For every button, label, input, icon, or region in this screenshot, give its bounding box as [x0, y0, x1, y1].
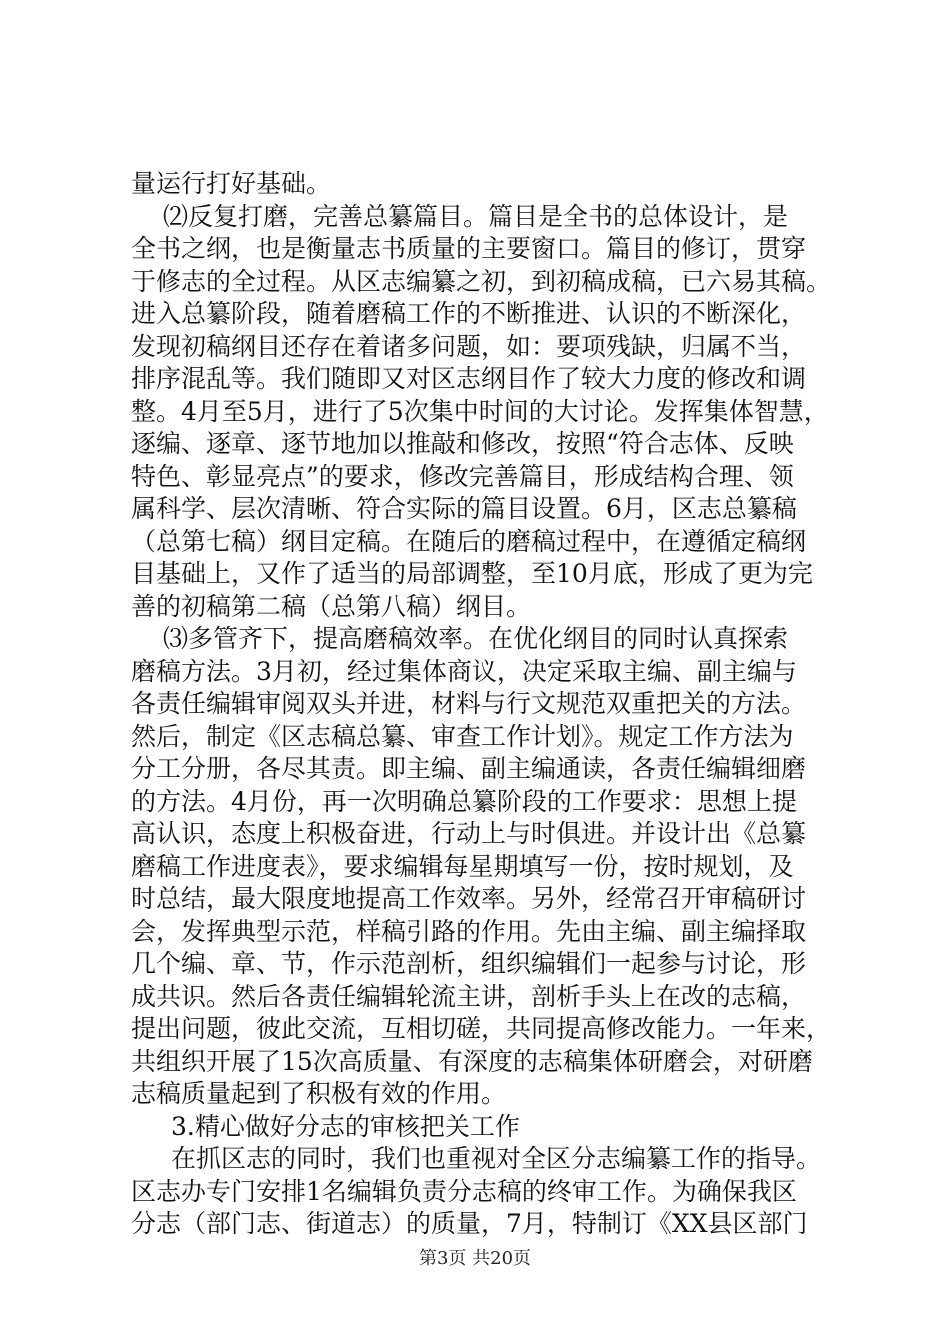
- text-line: 时总结，最大限度地提高工作效率。另外，经常召开审稿研讨: [131, 884, 807, 913]
- text-line: 于修志的全过程。从区志编纂之初，到初稿成稿，已六易其稿。: [131, 266, 832, 296]
- page-footer: [0, 1244, 950, 1270]
- text-line: 量运行打好基础。: [131, 169, 332, 198]
- text-line: 分志（部门志、街道志）的质量，7月，特制订《XX县区部门: [131, 1209, 808, 1238]
- text-line: 善的初稿第二稿（总第八稿）纲目。: [131, 591, 532, 621]
- text-line: 会，发挥典型示范，样稿引路的作用。先由主编、副主编择取: [131, 916, 807, 946]
- text-line: 成共识。然后各责任编辑轮流主讲，剖析手头上在改的志稿，: [131, 981, 807, 1011]
- paragraph-start-line: ⑵反复打磨，完善总纂篇目。篇目是全书的总体设计，是: [163, 201, 789, 231]
- page-number: 第3页 共20页: [418, 1248, 532, 1269]
- section-heading: 3.精心做好分志的审核把关工作: [171, 1111, 520, 1141]
- document-body: [131, 168, 861, 1241]
- text-line: 各责任编辑审阅双头并进，材料与行文规范双重把关的方法。: [131, 689, 807, 718]
- text-line: 然后，制定《区志稿总纂、审查工作计划》。规定工作方法为: [131, 721, 794, 751]
- text-line: 逐编、逐章、逐节地加以推敲和修改，按照“符合志体、反映: [131, 429, 794, 458]
- text-line: 高认识，态度上积极奋进，行动上与时俱进。并设计出《总纂: [131, 819, 807, 848]
- text-line: 进入总纂阶段，随着磨稿工作的不断推进、认识的不断深化，: [131, 299, 807, 328]
- text-line: 排序混乱等。我们随即又对区志纲目作了较大力度的修改和调: [131, 364, 807, 393]
- text-line: 特色、彰显亮点”的要求，修改完善篇目，形成结构合理、领: [131, 461, 794, 491]
- text-line: 共组织开展了15次高质量、有深度的志稿集体研磨会，对研磨: [131, 1046, 813, 1076]
- text-line: 分工分册，各尽其责。即主编、副主编通读，各责任编辑细磨: [131, 754, 807, 783]
- paragraph-start-line: ⑶多管齐下，提高磨稿效率。在优化纲目的同时认真探索: [163, 624, 789, 653]
- text-line: 全书之纲，也是衡量志书质量的主要窗口。篇目的修订，贯穿: [131, 234, 807, 263]
- text-line: 区志办专门安排1名编辑负责分志稿的终审工作。为确保我区: [131, 1176, 797, 1206]
- text-line: 目基础上，又作了适当的局部调整，至10月底，形成了更为完: [131, 559, 813, 588]
- text-line: 的方法。4月份，再一次明确总纂阶段的工作要求：思想上提: [131, 786, 797, 816]
- text-line: 几个编、章、节，作示范剖析，组织编辑们一起参与讨论，形: [131, 949, 807, 978]
- text-line: 提出问题，彼此交流，互相切磋，共同提高修改能力。一年来，: [131, 1014, 832, 1043]
- text-line: 属科学、层次清晰、符合实际的篇目设置。6月，区志总纂稿: [131, 494, 797, 523]
- text-line: 志稿质量起到了积极有效的作用。: [131, 1079, 507, 1108]
- text-line: 磨稿方法。3月初，经过集体商议，决定采取主编、副主编与: [131, 656, 797, 686]
- paragraph-start-line: 在抓区志的同时，我们也重视对全区分志编纂工作的指导。: [171, 1144, 822, 1173]
- text-line: （总第七稿）纲目定稿。在随后的磨稿过程中，在遵循定稿纲: [131, 526, 807, 556]
- text-line: 发现初稿纲目还存在着诸多问题，如：要项残缺，归属不当，: [131, 331, 807, 361]
- text-line: 磨稿工作进度表》，要求编辑每星期填写一份，按时规划，及: [131, 851, 794, 881]
- text-line: 整。4月至5月，进行了5次集中时间的大讨论。发挥集体智慧，: [131, 396, 829, 426]
